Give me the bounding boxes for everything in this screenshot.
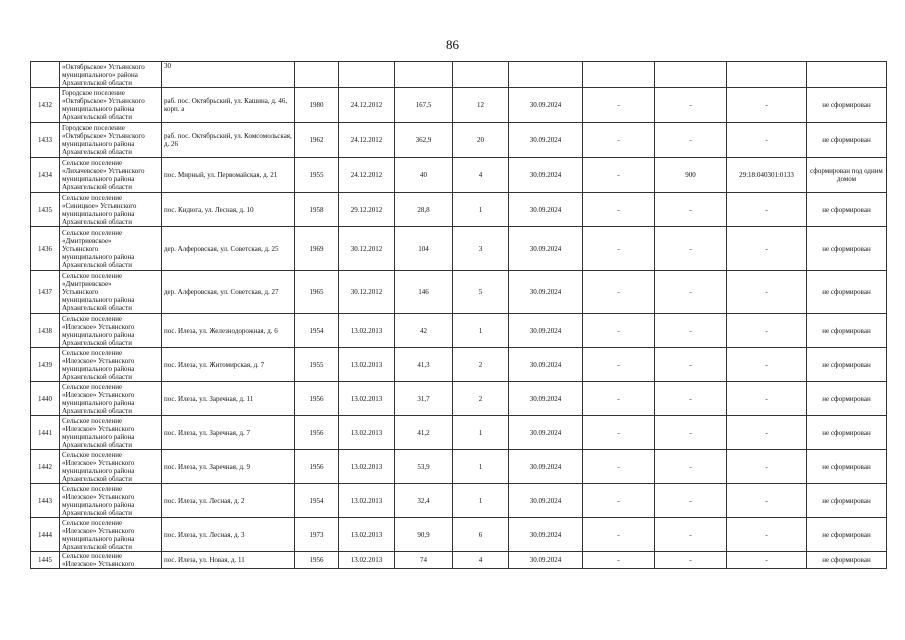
cell-area: 41,2	[395, 416, 453, 450]
cell-owner	[60, 88, 162, 123]
cell-count: 3	[453, 227, 509, 271]
owner-line: муниципального района	[62, 500, 135, 509]
cell-count: 2	[453, 382, 509, 416]
cell-area: 31,7	[395, 382, 453, 416]
cell-cadastral: -	[727, 123, 807, 158]
cell-col9: -	[583, 382, 655, 416]
cell-count: 4	[453, 158, 509, 193]
cell-count: 20	[453, 123, 509, 158]
cell-number	[31, 62, 60, 88]
cell-status: не сформирован	[807, 382, 887, 416]
owner-line: Архангельской области	[62, 440, 132, 449]
cell-status: не сформирован	[807, 193, 887, 227]
owner-line: Сельское поселение	[62, 272, 123, 280]
cell-status: не сформирован	[807, 348, 887, 382]
owner-line: Архангельской области	[62, 113, 132, 121]
cell-col9: -	[583, 518, 655, 552]
cell-col10: -	[655, 123, 727, 158]
cell-col10: -	[655, 348, 727, 382]
cell-number: 1439	[31, 348, 60, 382]
cell-area: 167,5	[395, 88, 453, 123]
owner-line: Сельское поселение	[62, 314, 123, 323]
owner-line: Архангельской области	[62, 338, 132, 347]
cell-date: 13.02.2013	[339, 348, 395, 382]
owner-line: Сельское поселение	[62, 193, 123, 202]
cell-col9: -	[583, 193, 655, 227]
owner-line: Архангельской области	[62, 183, 132, 191]
owner-line: Сельское поселение	[62, 518, 123, 527]
cell-owner	[60, 158, 162, 193]
owner-line: муниципального района	[62, 364, 135, 373]
cell-number: 1434	[31, 158, 60, 193]
cell-col9: -	[583, 348, 655, 382]
cell-empty	[807, 62, 887, 88]
cell-year: 1973	[295, 518, 339, 552]
cell-year: 1980	[295, 88, 339, 123]
owner-line: «Илезское» Устьянского	[62, 356, 135, 365]
owner-line: муниципального района	[62, 466, 135, 475]
cell-owner	[60, 552, 162, 569]
cell-number: 1432	[31, 88, 60, 123]
cell-area: 146	[395, 271, 453, 314]
cell-status: не сформирован	[807, 484, 887, 518]
cell-empty	[295, 62, 339, 88]
cell-status: не сформирован	[807, 227, 887, 271]
cell-date: 13.02.2013	[339, 450, 395, 484]
cell-col9: -	[583, 552, 655, 569]
owner-line: Архангельской области	[62, 260, 132, 269]
cell-cadastral: -	[727, 193, 807, 227]
cell-count: 2	[453, 348, 509, 382]
cell-col10: -	[655, 382, 727, 416]
cell-area: 41,3	[395, 348, 453, 382]
owner-line: муниципального района	[62, 105, 135, 113]
owner-line: Архангельской области	[62, 304, 132, 312]
cell-year: 1956	[295, 552, 339, 569]
table-row	[31, 158, 887, 193]
cell-cadastral: -	[727, 484, 807, 518]
cell-address: пос. Кидюга, ул. Лесная, д. 10	[162, 193, 295, 227]
cell-count: 1	[453, 314, 509, 348]
cell-area: 53,9	[395, 450, 453, 484]
table-row	[31, 123, 887, 158]
owner-line: «Синицкое» Устьянского	[62, 201, 137, 210]
cell-col9: -	[583, 314, 655, 348]
cell-number: 1440	[31, 382, 60, 416]
cell-col9: -	[583, 123, 655, 158]
cell-status: не сформирован	[807, 271, 887, 314]
table-row-continuation	[31, 62, 887, 88]
cell-address: раб. пос. Октябрьский, ул. Кашина, д. 46, корп. а	[162, 88, 295, 123]
cell-cadastral: 29:18:040301:0133	[727, 158, 807, 193]
table-row	[31, 416, 887, 450]
owner-line: «Октябрьское» Устьянского	[62, 62, 145, 71]
owner-line: Сельское поселение	[62, 382, 123, 391]
owner-line: муниципального» района	[62, 70, 138, 79]
owner-line: муниципального района	[62, 209, 135, 218]
cell-count: 5	[453, 271, 509, 314]
owner-line: Сельское поселение	[62, 552, 123, 560]
cell-date: 24.12.2012	[339, 123, 395, 158]
cell-count: 4	[453, 552, 509, 569]
cell-date: 13.02.2013	[339, 416, 395, 450]
cell-count: 1	[453, 416, 509, 450]
owner-line: «Илезское» Устьянского	[62, 526, 135, 535]
cell-report-date: 30.09.2024	[509, 382, 583, 416]
cell-address: раб. пос. Октябрьский, ул. Комсомольская, д. 26	[162, 123, 295, 158]
table-row	[31, 314, 887, 348]
cell-number: 1444	[31, 518, 60, 552]
cell-col10: -	[655, 227, 727, 271]
table-row	[31, 552, 887, 569]
cell-report-date: 30.09.2024	[509, 416, 583, 450]
cell-report-date: 30.09.2024	[509, 348, 583, 382]
cell-empty	[395, 62, 453, 88]
cell-empty	[339, 62, 395, 88]
cell-area: 42	[395, 314, 453, 348]
cell-owner	[60, 62, 162, 88]
owner-line: Архангельской области	[62, 148, 132, 156]
cell-col10: -	[655, 314, 727, 348]
cell-year: 1962	[295, 123, 339, 158]
cell-cadastral: -	[727, 348, 807, 382]
cell-status: сформирован под одним домом	[807, 158, 887, 193]
owner-line: «Илезское» Устьянского	[62, 458, 135, 467]
cell-col10: -	[655, 193, 727, 227]
cell-address: пос. Илеза, ул. Лесная, д. 3	[162, 518, 295, 552]
cell-year: 1956	[295, 450, 339, 484]
cell-number: 1441	[31, 416, 60, 450]
cell-col9: -	[583, 227, 655, 271]
cell-col9: -	[583, 158, 655, 193]
cell-report-date: 30.09.2024	[509, 88, 583, 123]
cell-report-date: 30.09.2024	[509, 450, 583, 484]
table-row	[31, 227, 887, 271]
cell-status: не сформирован	[807, 518, 887, 552]
cell-owner	[60, 450, 162, 484]
cell-cadastral: -	[727, 227, 807, 271]
cell-col10: -	[655, 518, 727, 552]
cell-address: пос. Илеза, ул. Заречная, д. 7	[162, 416, 295, 450]
owner-line: Архангельской области	[62, 508, 132, 517]
cell-address: пос. Илеза, ул. Лесная, д. 2	[162, 484, 295, 518]
cell-number: 1437	[31, 271, 60, 314]
cell-date: 13.02.2013	[339, 518, 395, 552]
owner-line: «Илезское» Устьянского	[62, 492, 135, 501]
cell-date: 24.12.2012	[339, 88, 395, 123]
cell-report-date: 30.09.2024	[509, 271, 583, 314]
table-body	[31, 62, 887, 569]
cell-date: 13.02.2013	[339, 314, 395, 348]
cell-empty	[655, 62, 727, 88]
cell-address: пос. Мирный, ул. Первомайская, д. 21	[162, 158, 295, 193]
cell-report-date: 30.09.2024	[509, 123, 583, 158]
cell-year: 1954	[295, 484, 339, 518]
owner-line: Сельское поселение	[62, 159, 123, 167]
cell-owner	[60, 382, 162, 416]
cell-date: 13.02.2013	[339, 552, 395, 569]
cell-col10: -	[655, 88, 727, 123]
owner-line: муниципального района	[62, 330, 135, 339]
cell-date: 29.12.2012	[339, 193, 395, 227]
cell-owner	[60, 484, 162, 518]
table-row	[31, 271, 887, 314]
owner-line: Архангельской области	[62, 542, 132, 551]
owner-line: «Илезское» Устьянского	[62, 424, 135, 433]
cell-owner	[60, 348, 162, 382]
cell-address: пос. Илеза, ул. Железнодорожная, д. 6	[162, 314, 295, 348]
cell-number: 1433	[31, 123, 60, 158]
cell-owner	[60, 416, 162, 450]
owner-line: Сельское поселение	[62, 484, 123, 493]
cell-area: 74	[395, 552, 453, 569]
cell-area: 40	[395, 158, 453, 193]
cell-empty	[509, 62, 583, 88]
table-row	[31, 518, 887, 552]
cell-area: 28,8	[395, 193, 453, 227]
owner-line: муниципального района	[62, 296, 135, 304]
cell-area: 90,9	[395, 518, 453, 552]
owner-line: Архангельской области	[62, 372, 132, 381]
owner-line: «Октябрьское» Устьянского	[62, 97, 145, 105]
cell-number: 1442	[31, 450, 60, 484]
owner-line: Устьянского	[62, 244, 99, 253]
cell-number: 1436	[31, 227, 60, 271]
cell-status: не сформирован	[807, 314, 887, 348]
cell-owner	[60, 123, 162, 158]
cell-cadastral: -	[727, 416, 807, 450]
owner-line: «Илезское» Устьянского	[62, 560, 135, 568]
cell-address: дер. Алферовская, ул. Советская, д. 27	[162, 271, 295, 314]
owner-line: Архангельской области	[62, 406, 132, 415]
registry-table	[30, 61, 887, 569]
cell-year: 1954	[295, 314, 339, 348]
cell-cadastral: -	[727, 88, 807, 123]
owner-line: муниципального района	[62, 175, 135, 183]
cell-col9: -	[583, 88, 655, 123]
cell-owner	[60, 271, 162, 314]
owner-line: «Илезское» Устьянского	[62, 322, 135, 331]
cell-cadastral: -	[727, 382, 807, 416]
cell-address: пос. Илеза, ул. Заречная, д. 9	[162, 450, 295, 484]
owner-line: Сельское поселение	[62, 228, 123, 237]
cell-owner	[60, 518, 162, 552]
cell-empty	[583, 62, 655, 88]
cell-number: 1445	[31, 552, 60, 569]
cell-empty	[727, 62, 807, 88]
cell-area: 104	[395, 227, 453, 271]
cell-area: 32,4	[395, 484, 453, 518]
owner-line: Сельское поселение	[62, 450, 123, 459]
owner-line: муниципального района	[62, 432, 135, 441]
owner-line: «Дмитриевское»	[62, 236, 112, 245]
cell-report-date: 30.09.2024	[509, 158, 583, 193]
owner-line: «Лихачевское» Устьянского	[62, 167, 145, 175]
owner-line: Устьянского	[62, 288, 99, 296]
cell-status: не сформирован	[807, 123, 887, 158]
cell-status: не сформирован	[807, 552, 887, 569]
cell-empty	[453, 62, 509, 88]
cell-report-date: 30.09.2024	[509, 552, 583, 569]
cell-cadastral: -	[727, 450, 807, 484]
owner-line: «Илезское» Устьянского	[62, 390, 135, 399]
cell-status: не сформирован	[807, 450, 887, 484]
owner-line: «Дмитриевское»	[62, 280, 112, 288]
cell-address: пос. Илеза, ул. Заречная, д. 11	[162, 382, 295, 416]
cell-col10: -	[655, 552, 727, 569]
table-row	[31, 348, 887, 382]
cell-date: 13.02.2013	[339, 382, 395, 416]
cell-date: 13.02.2013	[339, 484, 395, 518]
cell-year: 1955	[295, 158, 339, 193]
cell-col9: -	[583, 416, 655, 450]
cell-year: 1956	[295, 382, 339, 416]
cell-address: дер. Алферовская, ул. Советская, д. 25	[162, 227, 295, 271]
cell-year: 1956	[295, 416, 339, 450]
owner-line: Архангельской области	[62, 217, 132, 226]
cell-count: 6	[453, 518, 509, 552]
cell-col9: -	[583, 271, 655, 314]
cell-report-date: 30.09.2024	[509, 193, 583, 227]
cell-col10: -	[655, 450, 727, 484]
cell-col10: -	[655, 416, 727, 450]
table-row	[31, 382, 887, 416]
cell-cadastral: -	[727, 518, 807, 552]
cell-number: 1443	[31, 484, 60, 518]
cell-report-date: 30.09.2024	[509, 518, 583, 552]
cell-date: 30.12.2012	[339, 271, 395, 314]
table-row	[31, 193, 887, 227]
cell-report-date: 30.09.2024	[509, 227, 583, 271]
owner-line: Городское поселение	[62, 124, 125, 132]
cell-count: 12	[453, 88, 509, 123]
table-row	[31, 88, 887, 123]
cell-date: 24.12.2012	[339, 158, 395, 193]
cell-col10: 900	[655, 158, 727, 193]
cell-col9: -	[583, 484, 655, 518]
cell-address: 30	[162, 62, 295, 88]
cell-address: пос. Илеза, ул. Новая, д. 11	[162, 552, 295, 569]
owner-line: муниципального района	[62, 534, 135, 543]
owner-line: муниципального района	[62, 140, 135, 148]
owner-line: Архангельской области	[62, 78, 132, 87]
cell-number: 1435	[31, 193, 60, 227]
table-row	[31, 484, 887, 518]
cell-year: 1958	[295, 193, 339, 227]
cell-year: 1955	[295, 348, 339, 382]
cell-report-date: 30.09.2024	[509, 484, 583, 518]
cell-date: 30.12.2012	[339, 227, 395, 271]
owner-line: Архангельской области	[62, 474, 132, 483]
cell-count: 1	[453, 193, 509, 227]
cell-count: 1	[453, 484, 509, 518]
cell-cadastral: -	[727, 271, 807, 314]
cell-status: не сформирован	[807, 416, 887, 450]
cell-cadastral: -	[727, 314, 807, 348]
cell-address: пос. Илеза, ул. Житомирская, д. 7	[162, 348, 295, 382]
cell-col9: -	[583, 450, 655, 484]
owner-line: муниципального района	[62, 252, 135, 261]
owner-line: Городское поселение	[62, 89, 125, 97]
cell-owner	[60, 193, 162, 227]
cell-report-date: 30.09.2024	[509, 314, 583, 348]
cell-count: 1	[453, 450, 509, 484]
cell-owner	[60, 314, 162, 348]
cell-area: 362,9	[395, 123, 453, 158]
table-row	[31, 450, 887, 484]
owner-line: «Октябрьское» Устьянского	[62, 132, 145, 140]
cell-owner	[60, 227, 162, 271]
cell-col10: -	[655, 271, 727, 314]
page-number: 86	[446, 37, 459, 52]
cell-status: не сформирован	[807, 88, 887, 123]
cell-year: 1969	[295, 227, 339, 271]
owner-line: Сельское поселение	[62, 348, 123, 357]
owner-line: муниципального района	[62, 398, 135, 407]
cell-cadastral: -	[727, 552, 807, 569]
cell-col10: -	[655, 484, 727, 518]
cell-number: 1438	[31, 314, 60, 348]
cell-year: 1965	[295, 271, 339, 314]
owner-line: Сельское поселение	[62, 416, 123, 425]
